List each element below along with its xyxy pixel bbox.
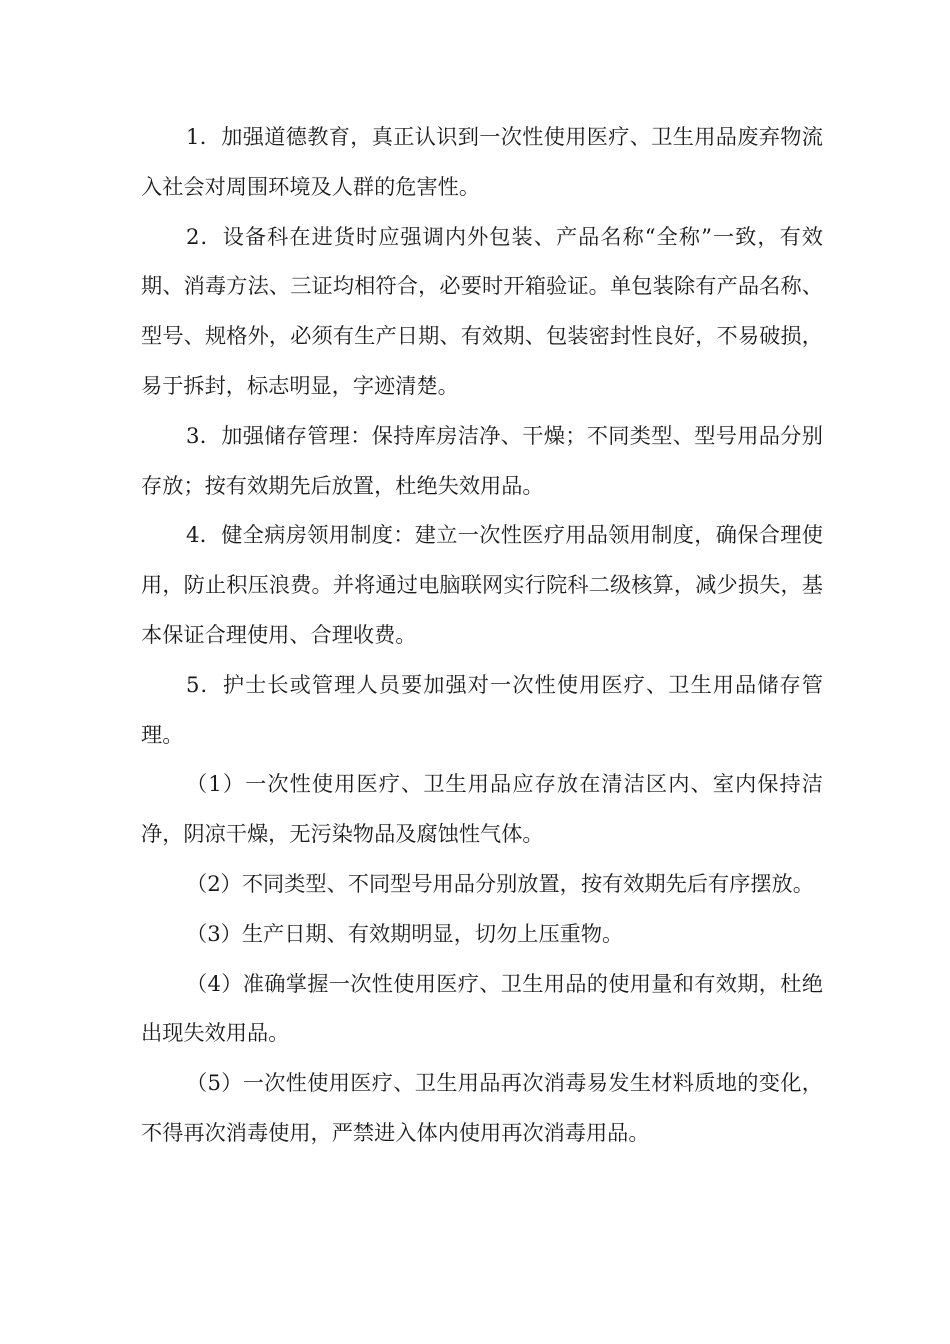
paragraph-item-3: 3．加强储存管理：保持库房洁净、干燥；不同类型、型号用品分别存放；按有效期先后放置，杜绝失效用品。 <box>141 422 823 498</box>
document-body <box>141 112 823 1158</box>
paragraph-item-2: 2．设备科在进货时应强调内外包装、产品名称“全称”一致，有效期、消毒方法、三证均相符合，必要时开箱验证。单包装除有产品名称、型号、规格外，必须有生产日期、有效期、包装密封性良好，不易破损，易于拆封，标志明显，字迹清楚。 <box>141 223 823 398</box>
paragraph-subitem-1: （1）一次性使用医疗、卫生用品应存放在清洁区内、室内保持洁净，阴凉干燥，无污染物品及腐蚀性气体。 <box>141 771 823 847</box>
paragraph-item-1: 1．加强道德教育，真正认识到一次性使用医疗、卫生用品废弃物流入社会对周围环境及人群的危害性。 <box>141 124 823 199</box>
paragraph-item-5: 5．护士长或管理人员要加强对一次性使用医疗、卫生用品储存管理。 <box>141 671 823 747</box>
paragraph-subitem-4: （4）准确掌握一次性使用医疗、卫生用品的使用量和有效期，杜绝出现失效用品。 <box>141 970 823 1046</box>
paragraph-item-4: 4．健全病房领用制度：建立一次性医疗用品领用制度，确保合理使用，防止积压浪费。并将通过电脑联网实行院科二级核算，减少损失，基本保证合理使用、合理收费。 <box>141 522 823 647</box>
paragraph-subitem-2: （2）不同类型、不同型号用品分别放置，按有效期先后有序摆放。 <box>186 870 814 896</box>
paragraph-subitem-3: （3）生产日期、有效期明显，切勿上压重物。 <box>186 920 624 946</box>
paragraph-subitem-5: （5）一次性使用医疗、卫生用品再次消毒易发生材料质地的变化，不得再次消毒使用，严禁进入体内使用再次消毒用品。 <box>141 1070 823 1145</box>
